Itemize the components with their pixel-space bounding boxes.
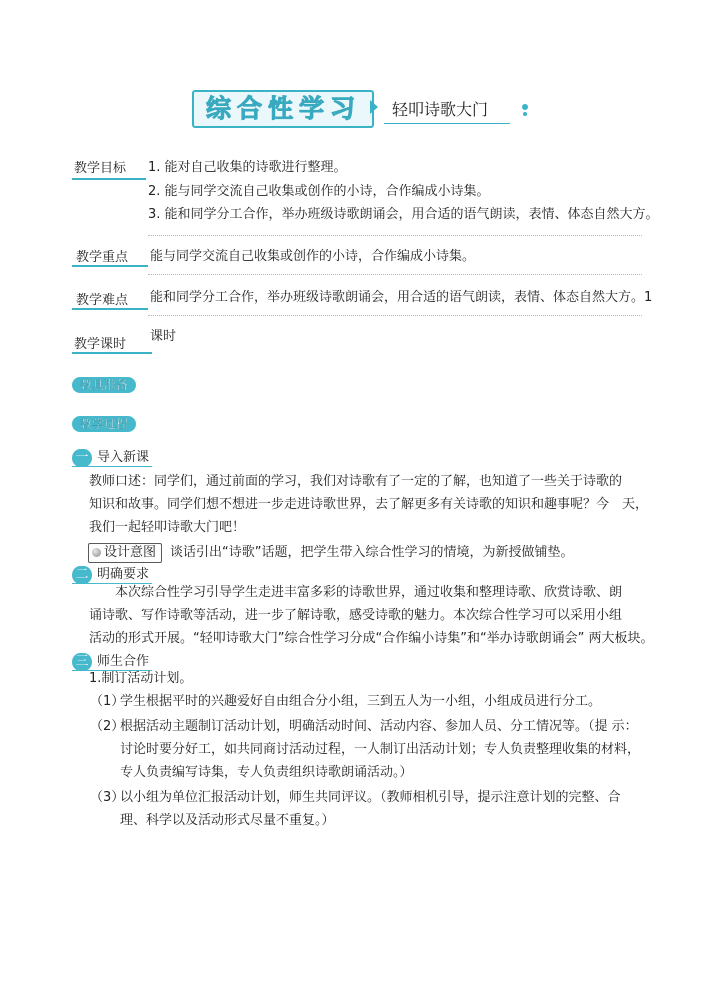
page-subtitle: 轻叩诗歌大门: [392, 100, 489, 119]
label-underline: [72, 308, 148, 310]
item-line: 以小组为单位汇报活动计划，师生共同评议。（教师相机引导，提示注意计划的完整、合: [120, 790, 621, 805]
dot-icon: [523, 112, 527, 116]
paragraph-line: 诵诗歌、写作诗歌等活动，进一步了解诗歌，感受诗歌的魅力。本次综合性学习可以采用小组: [89, 608, 623, 623]
paragraph-line: 我们一起轻叩诗歌大门吧！: [89, 520, 246, 535]
goal-item: 1. 能对自己收集的诗歌进行整理。: [148, 160, 347, 175]
banner-title-box: [192, 90, 374, 128]
step-title: 导入新课: [97, 450, 150, 465]
item-line: 理、科学以及活动形式尽量不重复。）: [120, 813, 335, 828]
bullet-icon: [92, 548, 101, 557]
item-line: 学生根据平时的兴趣爱好自由组合分小组，三到五人为一小组，小组成员进行分工。: [120, 694, 602, 709]
step-number-badge: 三: [72, 653, 92, 671]
divider: [148, 235, 642, 236]
paragraph-line: 活动的形式开展。“轻叩诗歌大门”综合性学习分成“合作编小诗集”和“举办诗歌朗诵会” 两大板块。: [89, 631, 654, 646]
focus-label: 教学重点: [76, 250, 129, 265]
goal-label: 教学目标: [74, 161, 127, 176]
paragraph-line: 本次综合性学习引导学生走进丰富多彩的诗歌世界，通过收集和整理诗歌、欣赏诗歌、朗: [115, 585, 623, 600]
period-label: 教学课时: [74, 337, 127, 352]
step-title: 明确要求: [97, 567, 150, 582]
difficulty-text: 能和同学分工合作，举办班级诗歌朗诵会，用合适的语气朗读，表情、体态自然大方。1: [150, 290, 653, 305]
item-line: 根据活动主题制订活动计划，明确活动时间、活动内容、参加人员、分工情况等。（提 示：: [120, 719, 638, 734]
item-number: （1）: [90, 694, 125, 709]
design-intent-tag: [88, 543, 162, 563]
banner-underline: [384, 123, 510, 124]
difficulty-label: 教学难点: [76, 293, 129, 308]
item-line: 讨论时要分好工，如共同商讨活动过程，一人制订出活动计划；专人负责整理收集的材料，: [120, 742, 641, 757]
focus-text: 能与同学交流自己收集或创作的小诗，合作编成小诗集。: [150, 249, 476, 264]
item-number: （2）: [90, 719, 125, 734]
step-title: 师生合作: [97, 654, 150, 669]
header-banner: [192, 90, 522, 128]
period-text: 课时: [150, 329, 177, 344]
divider: [148, 315, 642, 316]
label-underline: [72, 352, 152, 354]
design-intent-label: 设计意图: [104, 545, 157, 560]
process-section-pill: 教学过程: [72, 416, 136, 432]
goal-item: 3. 能和同学分工合作，举办班级诗歌朗诵会，用合适的语气朗读，表情、体态自然大方。: [148, 207, 659, 222]
sub-heading: 1.制订活动计划。: [89, 671, 193, 686]
step-number-badge: 一: [72, 449, 92, 467]
divider: [148, 274, 642, 275]
arrow-icon: [370, 100, 378, 114]
design-intent-text: 谈话引出“诗歌”话题，把学生带入综合性学习的情境，为新授做铺垫。: [170, 545, 574, 560]
label-underline: [72, 265, 148, 267]
item-line: 专人负责编写诗集，专人负责组织诗歌朗诵活动。）: [120, 765, 413, 780]
paragraph-line: 教师口述：同学们，通过前面的学习，我们对诗歌有了一定的了解，也知道了一些关于诗歌的: [89, 474, 623, 489]
item-number: （3）: [90, 790, 125, 805]
step-number-badge: 二: [72, 566, 92, 584]
prep-section-pill: 教具准备: [72, 377, 136, 393]
goal-item: 2. 能与同学交流自己收集或创作的小诗，合作编成小诗集。: [148, 184, 490, 199]
label-underline: [72, 178, 146, 180]
dot-icon: [522, 104, 528, 110]
page-title: 综合性学习: [206, 94, 362, 123]
paragraph-line: 知识和故事。同学们想不想进一步走进诗歌世界，去了解更多有关诗歌的知识和趣事呢？今 天，: [89, 497, 649, 512]
